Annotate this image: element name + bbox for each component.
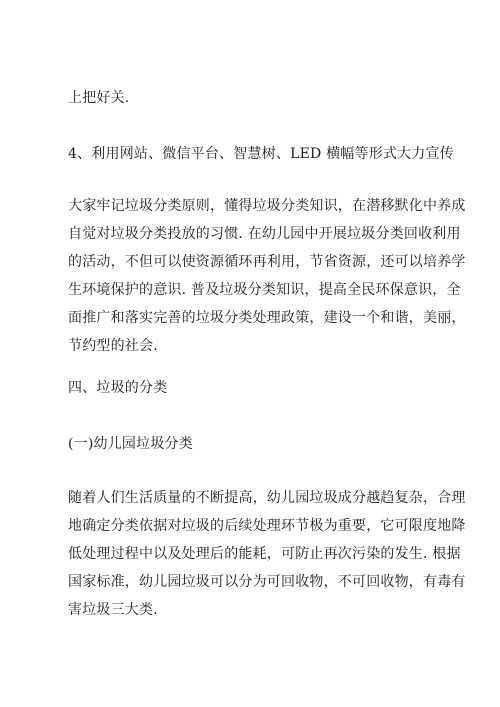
continuation-paragraph: [68, 84, 438, 112]
kindergarten-paragraph: [68, 484, 466, 624]
text-line: 上把好关.: [68, 90, 130, 106]
section-heading-text: 四、垃圾的分类: [68, 380, 168, 396]
text-line: 低处理过程中以及处理后的能耗，可防止再次污染的发生. 根据: [68, 546, 461, 562]
text-line: 随着人们生活质量的不断提高，幼儿园垃圾成分越趋复杂，合理: [68, 490, 466, 506]
subsection-heading: [68, 430, 438, 458]
heading-4: [68, 140, 454, 168]
text-line: 节约型的社会.: [68, 338, 158, 354]
text-line: 地确定分类依据对垃圾的后续处理环节极为重要，它可限度地降: [68, 518, 466, 534]
text-line: 国家标准，幼儿园垃圾可以分为可回收物，不可回收物，有毒有: [68, 574, 466, 590]
text-line: 面推广和落实完善的垃圾分类处理政策，建设一个和谐，美丽，: [68, 310, 466, 326]
text-line: 生环境保护的意识. 普及垃圾分类知识，提高全民环保意识，全: [68, 282, 461, 298]
text-line: 的活动，不但可以使资源循环再利用，节省资源，还可以培养学: [68, 254, 466, 270]
awareness-paragraph: [68, 192, 466, 360]
text-line: 害垃圾三大类.: [68, 602, 158, 618]
subsection-heading-text: (一)幼儿园垃圾分类: [68, 436, 193, 452]
section-heading: [68, 374, 438, 402]
text-line: 自觉对垃圾分类投放的习惯. 在幼儿园中开展垃圾分类回收利用: [68, 226, 461, 242]
heading-text: 4、利用网站、微信平台、智慧树、LED 横幅等形式大力宣传: [68, 146, 454, 162]
text-line: 大家牢记垃圾分类原则，懂得垃圾分类知识，在潜移默化中养成: [68, 198, 466, 214]
